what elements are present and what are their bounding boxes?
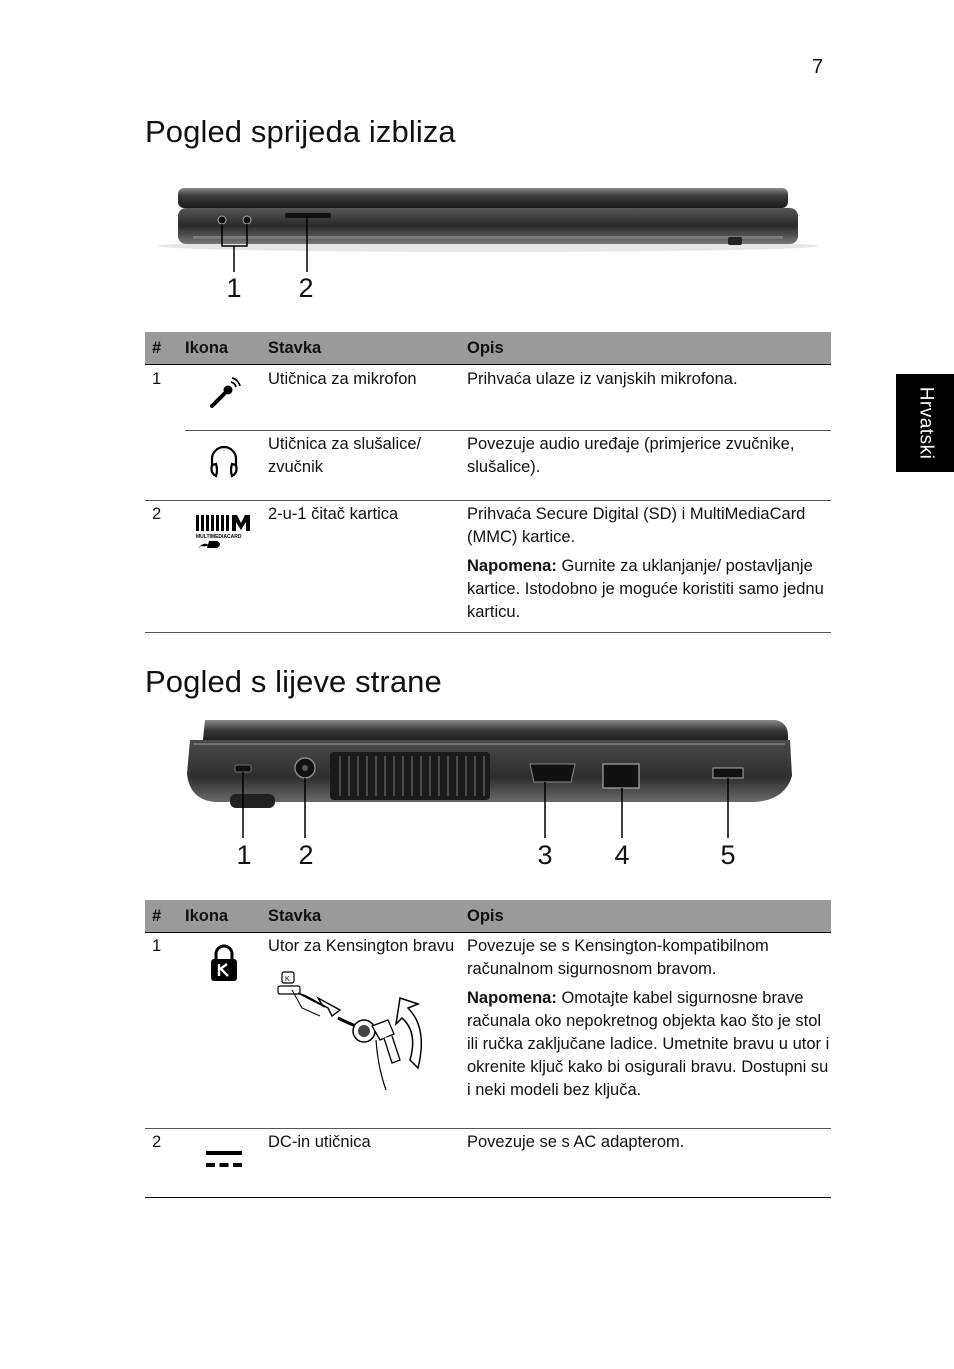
header-item: Stavka <box>268 900 467 933</box>
row-icon-cell <box>185 933 268 1129</box>
row-item: Utičnica za mikrofon <box>268 365 467 431</box>
row-item: Utor za Kensington bravu <box>268 937 455 955</box>
row-desc: Povezuje se s AC adapterom. <box>467 1129 831 1198</box>
row-desc-text: Povezuje se s Kensington-kompatibilnom računalnom sigurnosnom bravom. <box>467 937 769 978</box>
row-item: Utičnica za slušalice/ zvučnik <box>268 431 467 501</box>
row-item: 2-u-1 čitač kartica <box>268 501 467 633</box>
row-icon-cell <box>185 501 268 633</box>
row-num: 1 <box>145 933 185 1129</box>
section-title-left: Pogled s lijeve strane <box>145 664 442 699</box>
svg-text:K: K <box>285 976 290 983</box>
svg-text:MULTIMEDIACARD: MULTIMEDIACARD <box>196 534 242 540</box>
callout-3: 3 <box>537 840 553 870</box>
callout-2: 2 <box>298 840 314 870</box>
header-num: # <box>145 332 185 365</box>
left-view-table <box>145 900 831 1198</box>
row-desc-text: Prihvaća Secure Digital (SD) i MultiMediaCard (MMC) kartice. <box>467 505 806 546</box>
table-header-row <box>145 332 831 365</box>
left-view-figure <box>145 714 831 874</box>
row-item: DC-in utičnica <box>268 1129 467 1198</box>
callout-5: 5 <box>720 840 736 870</box>
row-icon-cell <box>185 431 268 501</box>
front-view-table <box>145 332 831 633</box>
headphones-icon <box>207 443 241 479</box>
kensington-lock-icon <box>207 943 241 983</box>
table-row <box>145 365 831 431</box>
laptop-front-illustration <box>145 180 831 305</box>
row-num: 2 <box>145 1129 185 1198</box>
callout-1: 1 <box>236 840 252 870</box>
page-number: 7 <box>812 56 824 78</box>
row-num: 2 <box>145 501 185 633</box>
header-desc: Opis <box>467 332 831 365</box>
language-tab-label: Hrvatski <box>915 386 936 460</box>
section-title-front: Pogled sprijeda izbliza <box>145 114 456 149</box>
header-icon: Ikona <box>185 900 268 933</box>
note-label: Napomena: <box>467 989 557 1007</box>
row-note <box>467 555 831 624</box>
language-tab <box>896 374 954 472</box>
kensington-lock-illustration <box>268 968 438 1093</box>
row-desc: Povezuje audio uređaje (primjerice zvučnike, slušalice). <box>467 431 831 501</box>
callout-4: 4 <box>614 840 630 870</box>
row-desc <box>467 933 831 1129</box>
table-row <box>145 933 831 1129</box>
header-num: # <box>145 900 185 933</box>
note-text: Omotajte kabel sigurnosne brave računala oko nepokretnog objekta kao što je stol ili ručka zaključane ladice. Umetnite bravu u utor i okrenite ključ kako bi osigurali bravu. Dostupni su i neki modeli bez ključa. <box>467 989 830 1099</box>
row-icon-cell <box>185 1129 268 1198</box>
callout-2: 2 <box>298 273 314 303</box>
callout-1: 1 <box>226 273 242 303</box>
row-num: 1 <box>152 370 162 388</box>
row-num <box>145 431 185 501</box>
dc-in-icon <box>205 1149 243 1171</box>
table-header-row <box>145 900 831 933</box>
note-text: Gurnite za uklanjanje/ postavljanje kartice. Istodobno je moguće koristiti samo jednu karticu. <box>467 557 824 621</box>
note-label: Napomena: <box>467 557 557 575</box>
row-icon-cell <box>185 365 268 431</box>
header-icon: Ikona <box>185 332 268 365</box>
table-row <box>145 501 831 633</box>
table-row <box>145 431 831 501</box>
row-desc: Prihvaća ulaze iz vanjskih mikrofona. <box>467 365 831 431</box>
header-desc: Opis <box>467 900 831 933</box>
header-item: Stavka <box>268 332 467 365</box>
row-item-cell <box>268 933 467 1129</box>
microphone-icon <box>207 375 243 411</box>
card-reader-icon <box>195 513 257 551</box>
row-desc <box>467 501 831 633</box>
table-row <box>145 1129 831 1198</box>
front-view-figure <box>145 180 831 305</box>
row-note <box>467 987 831 1102</box>
